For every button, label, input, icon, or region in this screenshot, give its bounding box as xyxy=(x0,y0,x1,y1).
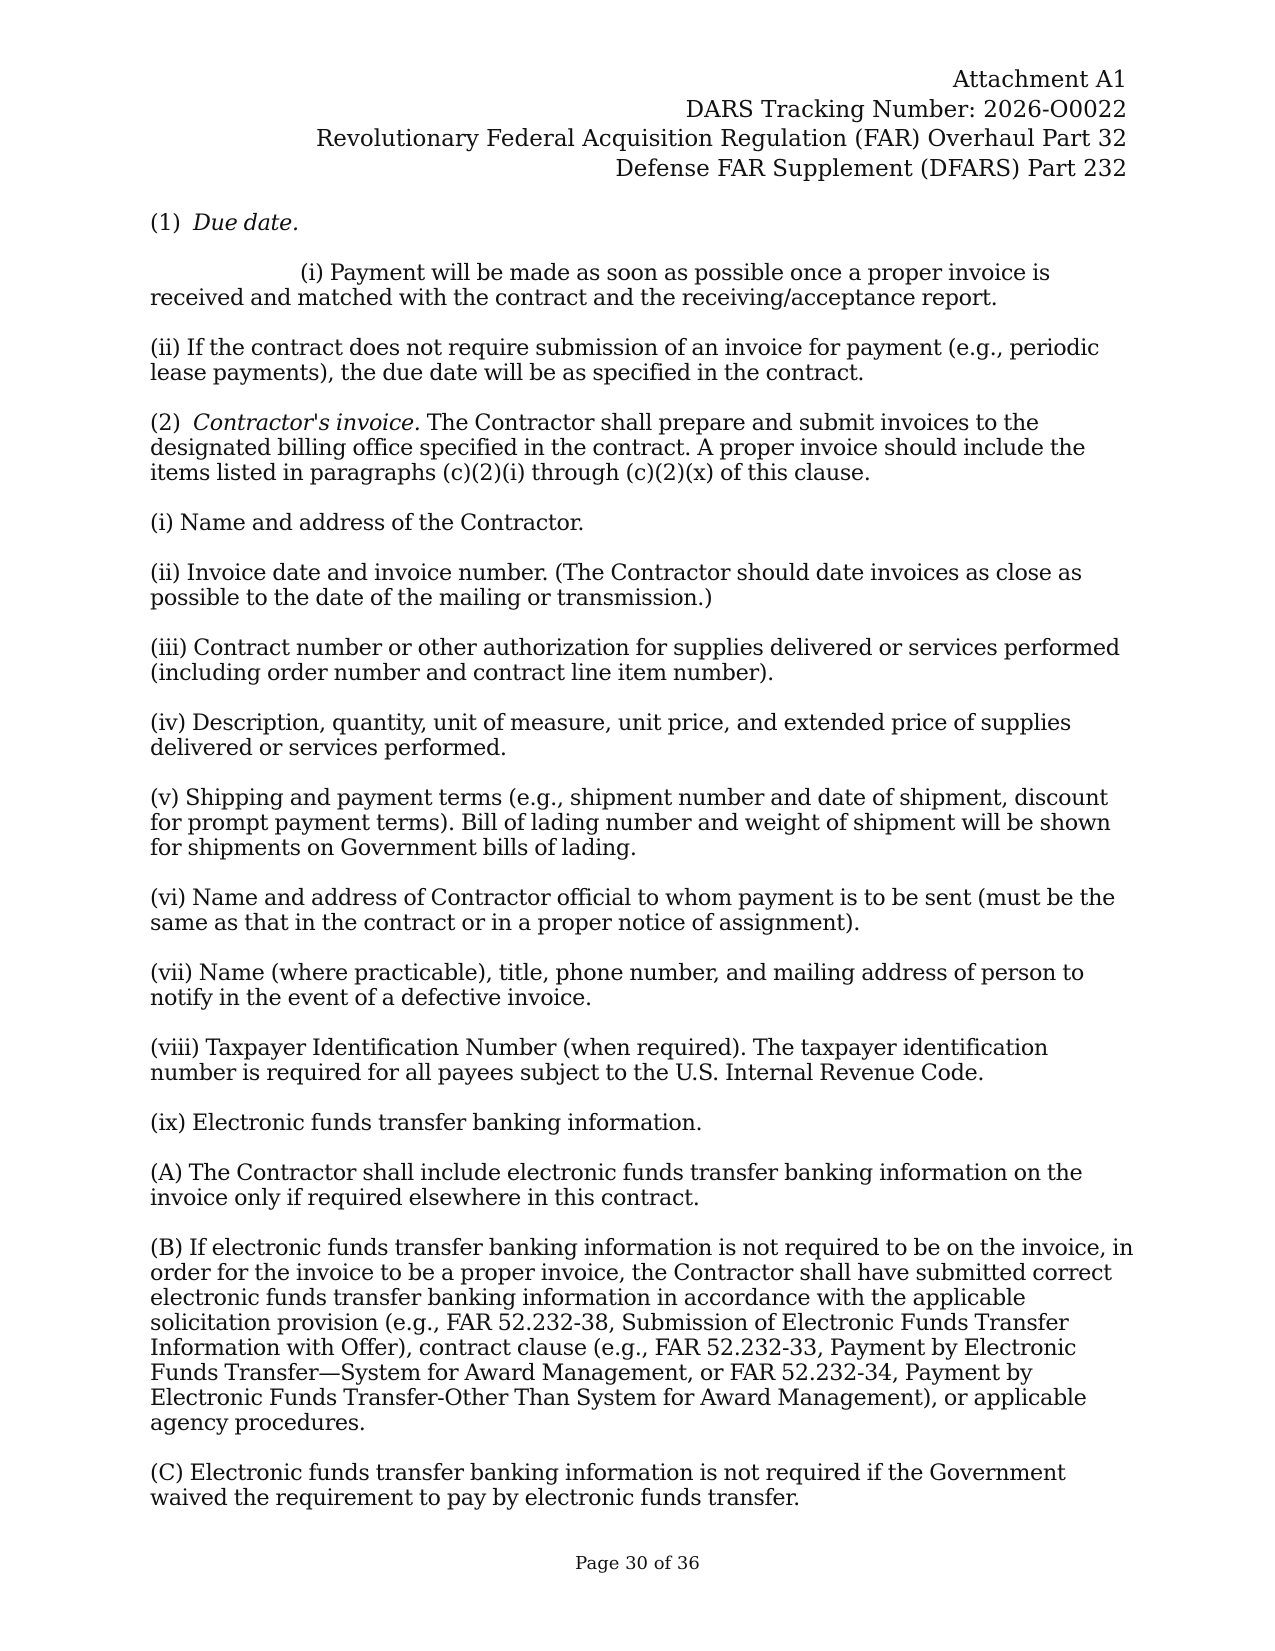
list-item-iv: (iv) Description, quantity, unit of measure, unit price, and extended price of supplies delivered or services performed. xyxy=(150,710,1071,761)
header-tracking-number: DARS Tracking Number: 2026-O0022 xyxy=(685,96,1127,123)
page-number: Page 30 of 36 xyxy=(575,1553,700,1574)
paragraph-title: Due date. xyxy=(193,210,299,236)
paragraph-due-date-ii: (ii) If the contract does not require submission of an invoice for payment (e.g., periodic lease payments), the due date will be as specified in the contract. xyxy=(150,335,1100,386)
list-item-iii: (iii) Contract number or other authorization for supplies delivered or services performed (including order number and contract line item number). xyxy=(150,635,1120,686)
paragraph-due-date xyxy=(150,211,1140,236)
list-item-ix: (ix) Electronic funds transfer banking information. xyxy=(150,1110,703,1136)
paragraph-title: Contractor's invoice. xyxy=(193,410,421,436)
list-item-vi: (vi) Name and address of Contractor official to whom payment is to be sent (must be the same as that in the contract or in a proper notice of assignment). xyxy=(150,885,1115,936)
paragraph-contractors-invoice xyxy=(150,411,1140,486)
page-footer xyxy=(0,1553,1275,1575)
document-body xyxy=(150,211,1140,1536)
paragraph-text: The Contractor shall prepare and submit invoices to the designated billing office specified in the contract. A proper invoice should include the items listed in paragraphs (c)(2)(i) through (c)(2)(x) of this clause. xyxy=(150,410,1086,486)
header-attachment: Attachment A1 xyxy=(952,67,1127,93)
paragraph-number: (2) xyxy=(150,410,181,436)
header-far-part: Revolutionary Federal Acquisition Regulation (FAR) Overhaul Part 32 xyxy=(315,126,1127,152)
list-item-v: (v) Shipping and payment terms (e.g., shipment number and date of shipment, discount for prompt payment terms). Bill of lading number and weight of shipment will be shown for shipments on Government bills of lading. xyxy=(150,785,1111,861)
list-item-viii: (viii) Taxpayer Identification Number (when required). The taxpayer identification number is required for all payees subject to the U.S. Internal Revenue Code. xyxy=(150,1035,1048,1086)
list-item-b: (B) If electronic funds transfer banking information is not required to be on the invoice, in order for the invoice to be a proper invoice, the Contractor shall have submitted correct electronic funds transfer banking information in accordance with the applicable solicitation provision (e.g., FAR 52.232-38, Submission of Electronic Funds Transfer Information with Offer), contract clause (e.g., FAR 52.232-33, Payment by Electronic Funds Transfer—System for Award Management, or FAR 52.232-34, Payment by Electronic Funds Transfer-Other Than System for Award Management), or applicable agency procedures. xyxy=(150,1235,1134,1436)
list-item-c: (C) Electronic funds transfer banking information is not required if the Government waived the requirement to pay by electronic funds transfer. xyxy=(150,1460,1066,1511)
list-item-a: (A) The Contractor shall include electronic funds transfer banking information on the invoice only if required elsewhere in this contract. xyxy=(150,1160,1083,1211)
paragraph-due-date-i: (i) Payment will be made as soon as possible once a proper invoice is received and matched with the contract and the receiving/acceptance report. xyxy=(150,260,1050,311)
page-header xyxy=(127,66,1127,184)
paragraph-number: (1) xyxy=(150,210,181,236)
list-item-ii: (ii) Invoice date and invoice number. (The Contractor should date invoices as close as possible to the date of the mailing or transmission.) xyxy=(150,560,1082,611)
header-dfars-part: Defense FAR Supplement (DFARS) Part 232 xyxy=(615,155,1127,182)
list-item-i: (i) Name and address of the Contractor. xyxy=(150,510,585,536)
list-item-vii: (vii) Name (where practicable), title, phone number, and mailing address of person to notify in the event of a defective invoice. xyxy=(150,960,1084,1011)
